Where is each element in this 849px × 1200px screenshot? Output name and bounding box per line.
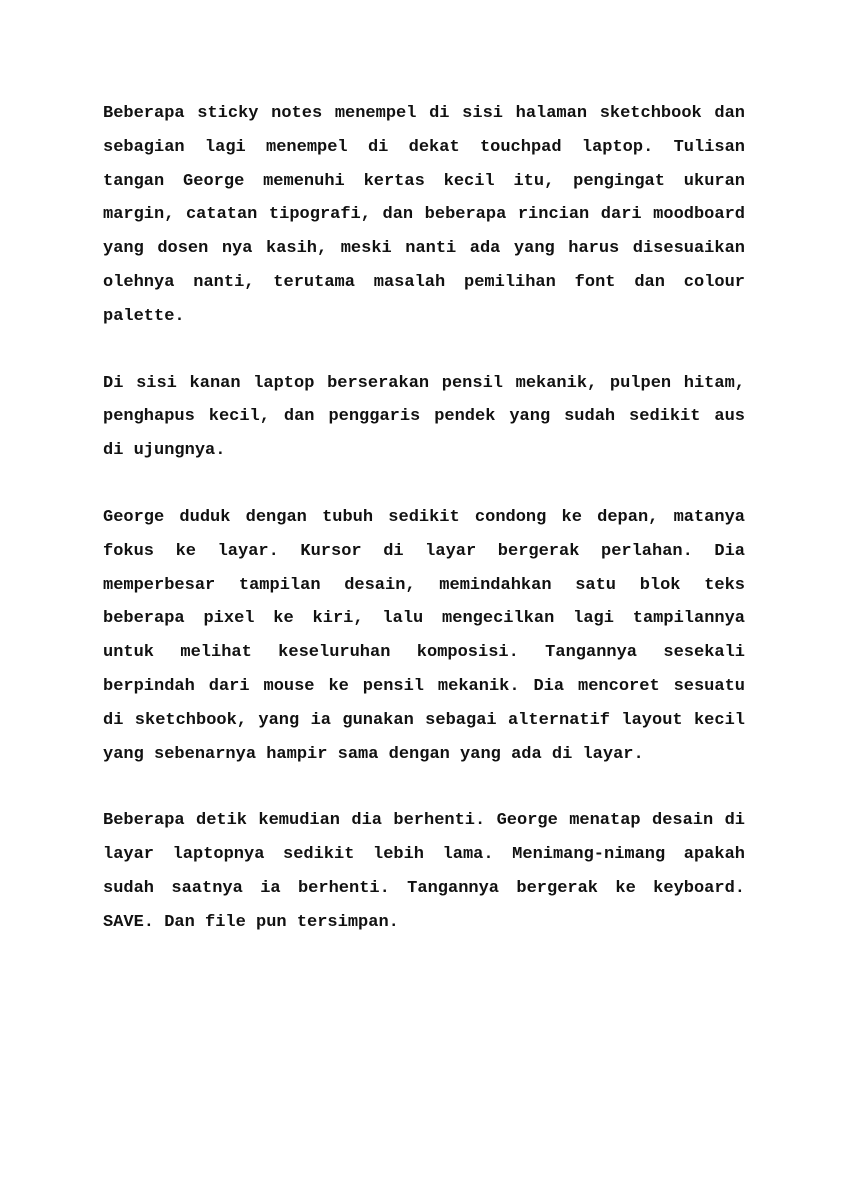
paragraph-desk-items: Di sisi kanan laptop berserakan pensil mekanik, pulpen hitam, penghapus kecil, dan penggaris pendek yang sudah sedikit aus di ujungnya. (103, 373, 745, 461)
paragraph-file-saved: Beberapa detik kemudian dia berhenti. George menatap desain di layar laptopnya sedikit lebih lama. Menimang-nimang apakah sudah saatnya ia berhenti. Tangannya bergerak ke keyboard. SAVE. Dan file pun tersimpan. (103, 811, 745, 932)
paragraph-sticky-notes: Beberapa sticky notes menempel di sisi halaman sketchbook dan sebagian lagi menempel di dekat touchpad laptop. Tulisan tangan George memenuhi kertas kecil itu, pengingat ukuran margin, catatan tipografi, dan beberapa rincian dari moodboard yang dosen nya kasih, meski nanti ada yang harus disesuaikan olehnya nanti, terutama masalah pemilihan font dan colour palette. (103, 104, 745, 326)
document-body (103, 97, 745, 973)
paragraph-george-working: George duduk dengan tubuh sedikit condong ke depan, matanya fokus ke layar. Kursor di layar bergerak perlahan. Dia memperbesar tampilan desain, memindahkan satu blok teks beberapa pixel ke kiri, lalu mengecilkan lagi tampilannya untuk melihat keseluruhan komposisi. Tangannya sesekali berpindah dari mouse ke pensil mekanik. Dia mencoret sesuatu di sketchbook, yang ia gunakan sebagai alternatif layout kecil yang sebenarnya hampir sama dengan yang ada di layar. (103, 507, 745, 764)
